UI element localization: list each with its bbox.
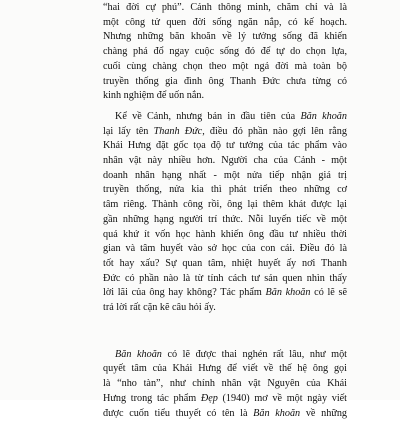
text-line: gian và tâm huyết vào sở học của con cái. Điều đó là [103, 243, 347, 255]
text-line: tốt hay xấu? Sự quan tâm, nhiệt huyết ấy nơi Thanh [103, 257, 347, 269]
text-line: lời lãi của ông hay không? Tác phẩm Băn khoăn có lẽ sẽ [103, 287, 347, 299]
text-line: nhân vật này nhiều hơn. Người cha của Cảnh - một [103, 155, 347, 167]
paragraph-body [103, 110, 347, 316]
text-line: một công tử quen đời sống ngăn nắp, có kế hoạch. [103, 16, 347, 28]
text-line: “hai đời cự phú”. Cảnh thông minh, chăm chỉ và là [103, 2, 347, 13]
italic-title: Băn khoăn [265, 287, 311, 299]
paragraph-cont [103, 0, 347, 104]
text-line: cuối cùng chàng chọn theo một ngả đời mà toàn bộ [103, 60, 347, 72]
text-line: Khái Hưng đặt gốc tọa độ tư tưởng của tác phẩm vào [103, 140, 347, 152]
text-line: gần những hạng người trí thức. Nỗi luyến tiếc về một [103, 213, 347, 225]
text-line: quá khứ ít vốn học hành khiến ông đầu tư nhiều thời [103, 228, 347, 240]
text-line: Hưng trong tác phẩm Đẹp (1940) mơ về một ngày viết [103, 392, 348, 404]
text-line: Đức có phần nào là từ tính cách tư sản quen nhìn thấy [103, 272, 347, 284]
text-line: là “nho tàn”, như chính nhân vật Nguyên của Khái [103, 378, 347, 390]
text-line: Băn khoăn có lẽ được thai nghén rất lâu, như một [115, 348, 347, 360]
italic-title: Băn khoăn [253, 407, 301, 419]
italic-title: Thanh Đức [153, 125, 203, 137]
text-line: doanh nhân hạng nhất - một nửa tiếp nhận giá trị [103, 169, 347, 181]
text-line: truyền thống gia đình ông Thanh Đức chưa từng có [103, 75, 347, 87]
text-line: lại lấy tên Thanh Đức, điều đó phần nào gợi lên rằng [103, 125, 347, 137]
text-line: được cuốn tiểu thuyết có tên là Băn khoăn về những [103, 407, 348, 419]
italic-title: Băn khoăn [300, 110, 347, 122]
text-line: chàng phá đổ ngay cuộc sống đó để tự do chọn lựa, [103, 46, 347, 58]
italic-title: Băn khoăn [115, 348, 162, 360]
section-gap [103, 316, 347, 348]
page-text-column [103, 0, 347, 421]
text-line: quyết tâm của Khái Hưng để viết về thế hệ ông gọi [103, 363, 347, 375]
text-line: trả lời rất cặn kẽ câu hỏi ấy. [103, 302, 216, 314]
text-line: Kể về Cảnh, nhưng bản in đầu tiên của Băn khoăn [115, 110, 347, 122]
text-line: Nhưng những băn khoăn về lý tưởng sống đã khiến [103, 31, 347, 43]
text-line: truyền thống, nửa kia thì phát triển theo những cơ [103, 184, 347, 196]
italic-title: Đẹp [200, 392, 218, 404]
text-line: tâm riêng. Thành công rồi, ông lại thêm khát được lại [103, 199, 347, 211]
paragraph-body [103, 348, 347, 421]
text-line: kinh nghiệm để uốn nắn. [103, 90, 205, 102]
